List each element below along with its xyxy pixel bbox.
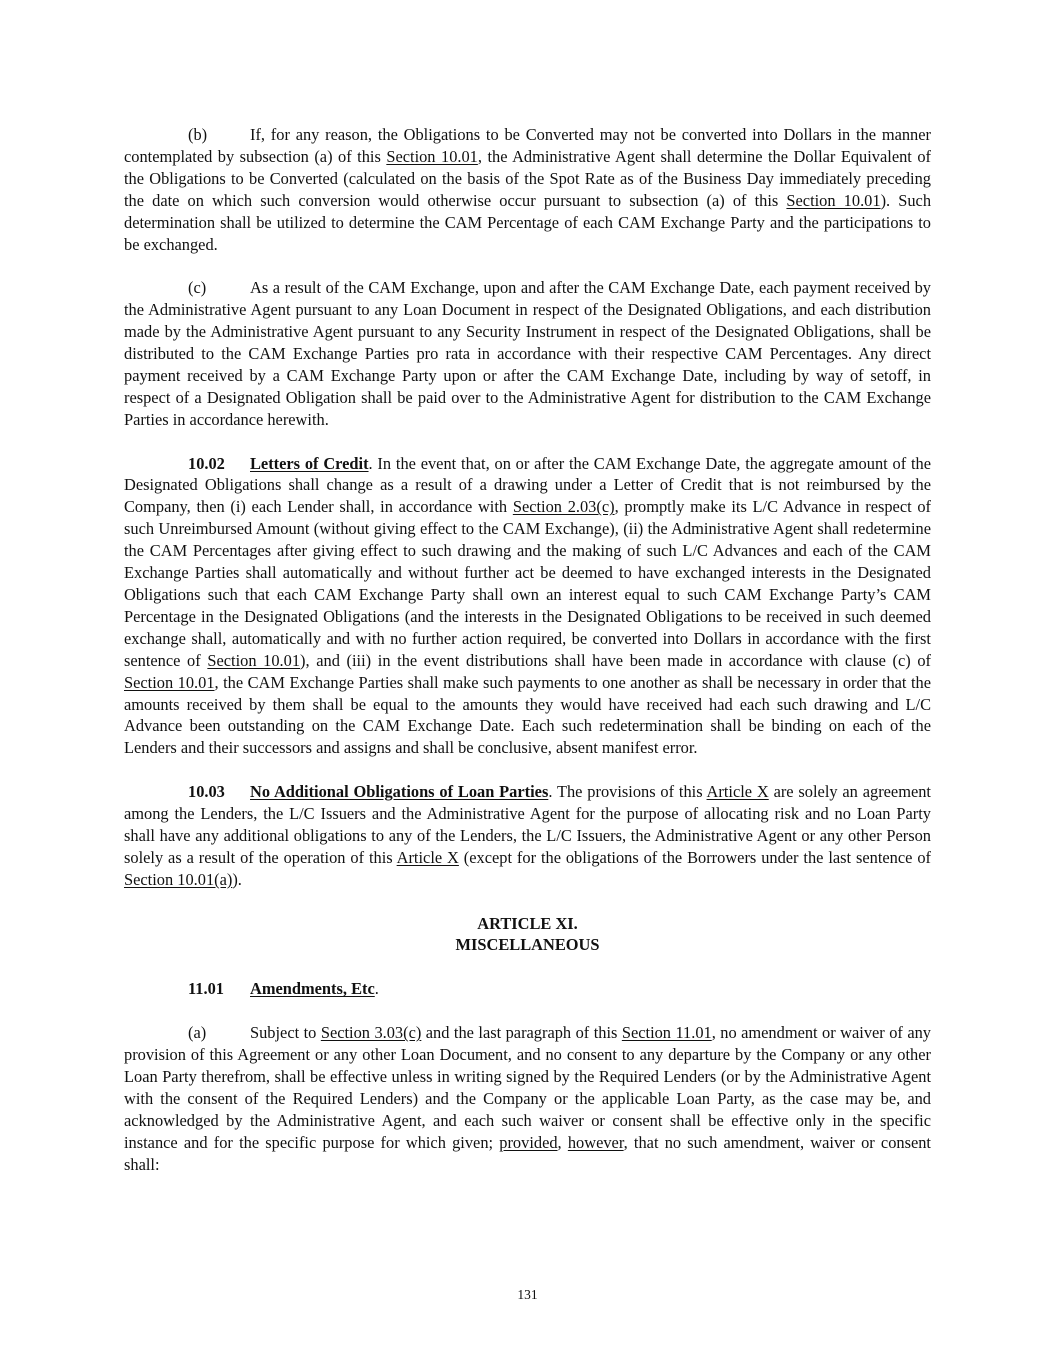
section-10-02: 10.02 Letters of Credit. In the event that, on or after the CAM Exchange Date, the aggregate amount of the Designated Obligations shall change as a result of a drawing under a Letter of Credit that is not reimbursed by the Company, then (i) each Lender shall, in accordance with Section 2.03(c), promptly make its L/C Advance in respect of such Unreimbursed Amount (without giving effect to the CAM Exchange), (ii) the Administrative Agent shall redetermine the CAM Percentages after giving effect to such drawing and the making of such L/C Advances and each of the CAM Exchange Parties shall automatically and without further act be deemed to have exchanged interests in the Designated Obligations such that each CAM Exchange Party shall own an interest equal to such CAM Exchange Party’s CAM Percentage in the Designated Obligations (and the interests in the Designated Obligations to be received in such deemed exchange shall, automatically and with no further action required, be converted into Dollars in accordance with the first sentence of Section 10.01), and (iii) in the event distributions shall have been made in accordance with clause (c) of Section 10.01, the CAM Exchange Parties shall make such payments to one another as shall be necessary in order that the amounts received by them shall be equal to the amounts they would have received had each such drawing and L/C Advance been outstanding on the CAM Exchange Date. Each such redetermination shall be binding on each of the Lenders and their successors and assigns and shall be conclusive, absent manifest error. [124, 453, 931, 758]
clause-label: (a) [188, 1023, 207, 1043]
section-heading: Amendments, Etc [250, 979, 375, 999]
article-title: ARTICLE XI. [477, 913, 578, 933]
section-reference: Section 10.01 [124, 672, 215, 692]
section-number: 10.03 [188, 782, 225, 802]
section-heading: Letters of Credit [250, 453, 369, 473]
page-number: 131 [517, 1287, 538, 1302]
clause-label: (b) [188, 125, 208, 144]
section-reference: Section 10.01(a) [124, 869, 233, 889]
article-reference: Article X [706, 782, 769, 802]
paragraph-10-01-c: (c) As a result of the CAM Exchange, upon and after the CAM Exchange Date, each payment received by the Administrative Agent pursuant to any Loan Document in respect of the Designated Obligations, and each distribution made by the Administrative Agent pursuant to any Security Instrument in respect of the Designated Obligations, shall be distributed to the CAM Exchange Parties pro rata in accordance with their respective CAM Percentages. Any direct payment received by a CAM Exchange Party upon or after the CAM Exchange Date, including by way of setoff, in respect of a Designated Obligation shall be paid over to the Administrative Agent for distribution to the CAM Exchange Parties in accordance herewith. [124, 278, 931, 429]
section-heading: No Additional Obligations of Loan Parties [250, 782, 549, 802]
paragraph-11-01-a: (a) Subject to Section 3.03(c) and the last paragraph of this Section 11.01, no amendment or waiver of any provision of this Agreement or any other Loan Document, and no consent to any departure by the Company or any other Loan Party therefrom, shall be effective unless in writing signed by the Required Lenders (or by the Administrative Agent with the consent of the Required Lenders) and the Company or the applicable Loan Party, as the case may be, and acknowledged by the Administrative Agent, and each such waiver or consent shall be effective only in the specific instance and for the specific purpose for which given; provided, however, that no such amendment, waiver or consent shall: [124, 1023, 931, 1174]
section-reference: Section 10.01 [207, 650, 301, 670]
document-page [124, 124, 931, 1175]
section-10-03: 10.03 No Additional Obligations of Loan Parties. The provisions of this Article X are solely an agreement among the Lenders, the L/C Issuers and the Administrative Agent for the purpose of allocating risk and no Loan Party shall have any additional obligations to any of the Lenders, the L/C Issuers, the Administrative Agent or any other Person solely as a result of the operation of this Article X (except for the obligations of the Borrowers under the last sentence of Section 10.01(a)). [124, 782, 931, 889]
section-reference: Section 10.01 [386, 146, 478, 166]
defined-term: provided [499, 1132, 558, 1152]
section-reference: Section 2.03(c) [512, 497, 615, 517]
paragraph-10-01-b: (b) If, for any reason, the Obligations to be Converted may not be converted into Dollars in the manner contemplated by subsection (a) of this Section 10.01, the Administrative Agent shall determine the Dollar Equivalent of the Obligations to be Converted (calculated on the basis of the Spot Rate as of the Business Day immediately preceding the date on which such conversion would otherwise occur pursuant to subsection (a) of this Section 10.01). Such determination shall be utilized to determine the CAM Percentage of each CAM Exchange Party and the participations to be exchanged. [124, 125, 932, 254]
article-reference: Article X [396, 847, 459, 867]
section-reference: Section 10.01 [786, 190, 881, 210]
section-11-01: 11.01 Amendments, Etc. [188, 979, 379, 999]
section-number: 11.01 [188, 979, 224, 999]
section-reference: Section 11.01 [621, 1023, 712, 1043]
section-number: 10.02 [188, 453, 225, 473]
article-subtitle: MISCELLANEOUS [455, 935, 600, 955]
section-reference: Section 3.03(c) [320, 1023, 422, 1043]
clause-label: (c) [188, 278, 207, 298]
defined-term: however [567, 1132, 624, 1152]
